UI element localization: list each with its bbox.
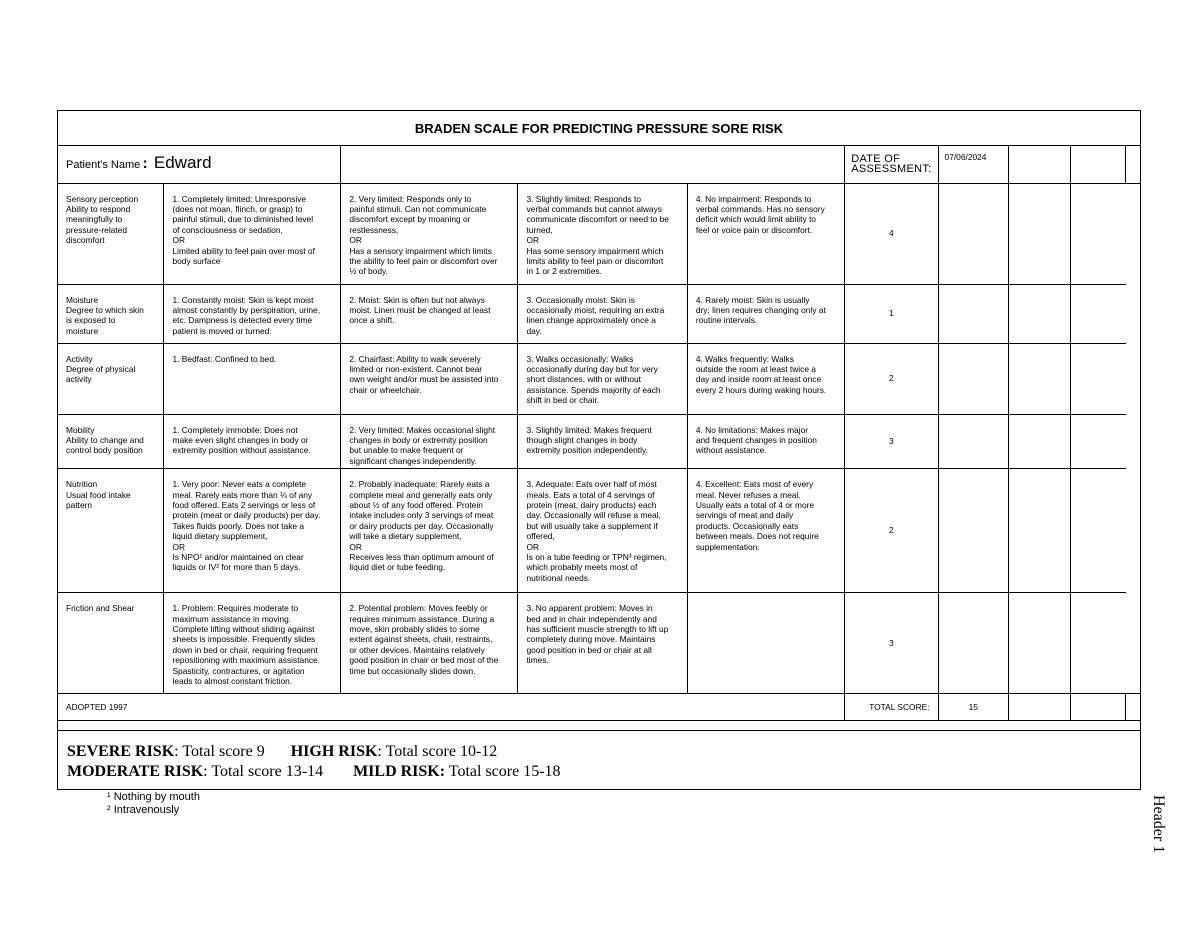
level-description-line: leads to almost constant friction. [172, 675, 293, 686]
level-description-line: completely during move. Maintains [526, 634, 656, 645]
total-extra-2[interactable] [1070, 694, 1125, 721]
level-description-line: products. Occasionally eats [695, 520, 799, 531]
form-title: BRADEN SCALE FOR PREDICTING PRESSURE SORE RISK [58, 111, 1140, 146]
level-description-line: day and inside room at least once [695, 374, 822, 385]
extra-score-cell-3[interactable] [1070, 414, 1125, 469]
assessment-row [58, 469, 1140, 593]
level-description-line: will take a dietary supplement, [349, 531, 462, 542]
category-cell [58, 593, 164, 694]
level-description-line: Usually eats a total of 4 or more [695, 499, 815, 510]
category-title: Moisture [66, 294, 99, 305]
level-description-line: complete meal and generally eats only [349, 489, 493, 500]
level-description-line: or dairy products per day. Occasionally [349, 520, 494, 531]
total-score-value[interactable]: 15 [968, 701, 978, 712]
severe-risk-text: : Total score 9 [174, 743, 265, 760]
category-cell [58, 183, 164, 284]
category-description: meaningfully to [66, 214, 123, 225]
level-description-line: OR [349, 235, 362, 246]
level-description-line: (does not moan, flinch, or grasp) to [172, 203, 303, 214]
level-description-line: moist. Linen must be changed at least [349, 304, 491, 315]
score-value[interactable]: 2 [889, 525, 894, 536]
level-description-line: occasionally during day but for very [526, 363, 658, 374]
category-description: Usual food intake [66, 489, 131, 500]
level-description-line: ½ of body. [349, 266, 388, 277]
level-description-line: 1. Very poor: Never eats a complete [172, 479, 307, 490]
extra-score-cell-1[interactable] [938, 593, 1009, 694]
extra-score-cell-2[interactable] [1009, 284, 1071, 343]
side-header [1141, 795, 1171, 885]
level-description-line: offered, [526, 531, 555, 542]
assessment-row [58, 183, 1140, 284]
level-description-line: routine intervals. [695, 315, 758, 326]
level-3-cell [518, 183, 687, 284]
category-description: discomfort [66, 235, 105, 246]
category-description: pressure-related [66, 224, 127, 235]
level-description-line: extremity position independently. [526, 445, 648, 456]
patient-name-value[interactable]: Edward [153, 153, 212, 173]
level-description-line: verbal commands but cannot always [526, 203, 662, 214]
level-2-cell [341, 469, 518, 593]
level-description-line: liquid dietary supplement, [172, 531, 268, 542]
category-title: Friction and Shear [66, 603, 135, 614]
level-4-cell [687, 414, 844, 469]
mild-risk-text: Total score 15-18 [445, 763, 561, 780]
extra-score-cell-3[interactable] [1070, 343, 1125, 414]
level-description-line: Complete lifting without sliding against [172, 623, 315, 634]
level-description-line: but will usually take a supplement if [526, 520, 658, 531]
category-description: moisture [66, 325, 99, 336]
level-description-line: linen change approximately once a [526, 315, 656, 326]
level-description-line: deficit which would limit ability to [695, 214, 816, 225]
level-description-line: down in bed or chair, requiring frequent [172, 644, 318, 655]
score-cell[interactable] [845, 414, 938, 469]
extra-score-cell-2[interactable] [1009, 414, 1071, 469]
level-description-line: liquids or IV² for more than 5 days. [172, 562, 301, 573]
risk-line-2 [67, 762, 1140, 782]
patient-name-label: Patient's Name [66, 159, 141, 172]
footnotes [107, 791, 200, 817]
level-3-cell [518, 284, 687, 343]
score-cell[interactable] [845, 284, 938, 343]
level-description-line: body surface [172, 255, 221, 266]
level-description-line: 2. Probably inadequate: Rarely eats a [349, 479, 490, 490]
level-description-line: OR [349, 541, 362, 552]
level-description-line: day. [526, 325, 542, 336]
level-description-line: liquid diet or tube feeding. [349, 562, 446, 573]
level-description-line: almost constantly by perspiration, urine, [172, 304, 321, 315]
date-extra-2[interactable] [1070, 146, 1125, 183]
level-description-line: OR [172, 541, 186, 552]
date-label-cell [845, 146, 938, 183]
level-description-line: every 2 hours during waking hours. [695, 384, 827, 395]
score-value[interactable]: 3 [889, 436, 894, 447]
level-description-line: day. Occasionally will refuse a meal, [526, 510, 661, 521]
category-title: Sensory perception [66, 193, 139, 204]
level-description-line: painful stimuli. Can not communicate [349, 203, 487, 214]
level-description-line: extent against sheets, chair, restraints, [349, 634, 493, 645]
level-3-cell [518, 469, 687, 593]
level-description-line: 3. Slightly limited: Makes frequent [526, 424, 652, 435]
level-3-cell [518, 343, 687, 414]
level-description-line: Has a sensory impairment which limits [349, 245, 492, 256]
category-cell [58, 469, 164, 593]
patient-name-blank [341, 146, 845, 183]
level-description-line: outside the room at least twice a [695, 363, 816, 374]
total-score-label: TOTAL SCORE: [869, 701, 930, 712]
level-description-line: time but occasionally slides down. [349, 665, 476, 676]
assessment-row [58, 343, 1140, 414]
patient-name-cell [58, 146, 341, 183]
level-description-line: the ability to feel pain or discomfort over [349, 255, 498, 266]
level-description-line: etc. Dampness is detected every time [172, 315, 313, 326]
level-description-line: or other devices. Maintains relatively [349, 644, 485, 655]
date-extra-3[interactable] [1126, 146, 1141, 183]
patient-name-colon: : [142, 155, 148, 173]
extra-score-cell-1[interactable] [938, 284, 1009, 343]
category-description: is exposed to [66, 315, 116, 326]
category-cell [58, 343, 164, 414]
total-score-label-cell [845, 694, 938, 721]
level-description-line: 3. Walks occasionally: Walks [526, 353, 634, 364]
level-1-cell [164, 593, 341, 694]
level-description-line: 2. Potential problem: Moves feebly or [349, 603, 488, 614]
level-description-line: 2. Very limited: Responds only to [349, 193, 472, 204]
severe-risk-label: SEVERE RISK [67, 743, 175, 760]
level-description-line: limits ability to feel pain or discomfort [526, 255, 664, 266]
level-description-line: in 1 or 2 extremities. [526, 266, 602, 277]
level-description-line: 3. No apparent problem: Moves in [526, 603, 653, 614]
category-description: activity [66, 374, 92, 385]
total-score-value-cell[interactable] [938, 694, 1009, 721]
level-description-line: requires minimum assistance. During a [349, 613, 495, 624]
moderate-risk-label: MODERATE RISK [67, 763, 204, 780]
date-value[interactable]: 07/06/2024 [944, 152, 987, 162]
adopted-label: ADOPTED 1997 [66, 701, 128, 712]
extra-score-cell-3[interactable] [1070, 469, 1125, 593]
level-description-line: which probably meets most of [526, 562, 638, 573]
score-cell[interactable] [845, 183, 938, 284]
category-description: Ability to change and [66, 434, 144, 445]
level-2-cell [341, 343, 518, 414]
level-description-line: good position in bed or chair at all [526, 644, 652, 655]
extra-score-cell-2[interactable] [1009, 593, 1071, 694]
score-value[interactable]: 3 [889, 637, 894, 648]
level-description-line: 2. Chairfast: Ability to walk severely [349, 353, 481, 364]
level-description-line: Receives less than optimum amount of [349, 551, 494, 562]
level-1-cell [164, 469, 341, 593]
level-description-line: food offered. Eats 2 servings or less of [172, 499, 316, 510]
score-cell[interactable] [845, 343, 938, 414]
extra-score-cell-1[interactable] [938, 343, 1009, 414]
risk-legend [58, 730, 1140, 791]
assessment-table [58, 146, 1140, 721]
extra-score-cell-3[interactable] [1070, 183, 1125, 284]
level-description-line: make even slight changes in body or [172, 434, 309, 445]
level-description-line: nutritional needs. [526, 572, 591, 583]
level-description-line: 1. Completely limited: Unresponsive [172, 193, 307, 204]
level-description-line: own weight and/or must be assisted into [349, 374, 499, 385]
assessment-row [58, 593, 1140, 694]
level-2-cell [341, 183, 518, 284]
level-description-line: 1. Constantly moist: Skin is kept moist [172, 294, 314, 305]
level-1-cell [164, 414, 341, 469]
level-1-cell [164, 343, 341, 414]
level-description-line: limited or non-existent. Cannot bear [349, 363, 483, 374]
score-value[interactable]: 4 [889, 228, 894, 239]
level-1-cell [164, 183, 341, 284]
extra-score-cell-1[interactable] [938, 183, 1009, 284]
level-description-line: and frequent changes in position [695, 434, 817, 445]
level-description-line: once a shift. [349, 315, 395, 326]
level-description-line: discomfort except by moaning or [349, 214, 471, 225]
high-risk-label: HIGH RISK [290, 743, 378, 760]
level-description-line: repositioning with maximum assistance. [172, 655, 321, 666]
level-description-line: between meals. Does not require [695, 531, 819, 542]
extra-score-cell-2[interactable] [1009, 343, 1071, 414]
level-description-line: Has some sensory impairment which [526, 245, 664, 256]
level-description-line: but unable to make frequent or [349, 445, 464, 456]
level-description-line: chair or wheelchair. [349, 384, 422, 395]
extra-score-cell-1[interactable] [938, 469, 1009, 593]
mild-risk-label: MILD RISK: [353, 763, 446, 780]
level-description-line: communicate discomfort or need to be [526, 214, 669, 225]
level-description-line: occasionally moist, requiring an extra [526, 304, 665, 315]
level-description-line: OR [526, 235, 540, 246]
score-value[interactable]: 2 [889, 373, 894, 384]
footnote-1: ¹ Nothing by mouth [107, 791, 200, 803]
level-description-line: restlessness, [349, 224, 399, 235]
level-description-line: 1. Problem: Requires moderate to [172, 603, 299, 614]
level-description-line: 2. Moist: Skin is often but not always [349, 294, 485, 305]
risk-line-1 [67, 742, 1140, 762]
level-description-line: 3. Occasionally moist: Skin is [526, 294, 635, 305]
level-3-cell [518, 593, 687, 694]
level-description-line: about ½ of any food offered. Protein [349, 499, 483, 510]
category-title: Nutrition [66, 479, 98, 490]
level-4-cell [687, 469, 844, 593]
level-description-line: Spasticity, contractures, or agitation [172, 665, 305, 676]
level-description-line: 2. Very limited: Makes occasional slight [349, 424, 496, 435]
level-description-line: meal. Rarely eats more than ⅓ of any [172, 489, 313, 500]
total-extra-3[interactable] [1126, 694, 1141, 721]
level-description-line: protein (meat, dairy products) each [526, 499, 657, 510]
level-description-line: Is NPO¹ and/or maintained on clear [172, 551, 304, 562]
level-description-line: good position in chair or bed most of the [349, 655, 499, 666]
level-description-line: painful stimuli, due to diminished level [172, 214, 314, 225]
assessment-row [58, 284, 1140, 343]
level-description-line: 4. Rarely moist: Skin is usually [695, 294, 810, 305]
level-description-line: bed and in chair independently and [526, 613, 657, 624]
category-cell [58, 414, 164, 469]
level-description-line: supplementation. [695, 541, 760, 552]
category-cell [58, 284, 164, 343]
level-description-line: OR [526, 541, 540, 552]
level-description-line: assistance. Spends majority of each [526, 384, 661, 395]
level-description-line: verbal commands. Has no sensory [695, 203, 825, 214]
level-description-line: though slight changes in body [526, 434, 638, 445]
extra-score-cell-1[interactable] [938, 414, 1009, 469]
level-description-line: turned, [526, 224, 553, 235]
level-description-line: shift in bed or chair. [526, 395, 600, 406]
date-label: DATE OF ASSESSMENT: [851, 152, 932, 176]
level-2-cell [341, 593, 518, 694]
moderate-risk-text: : Total score 13-14 [203, 763, 324, 780]
category-description: control body position [66, 445, 143, 456]
category-description: pattern [66, 499, 93, 510]
level-description-line: intake includes only 3 servings of meat [349, 510, 494, 521]
score-cell[interactable] [845, 469, 938, 593]
category-title: Mobility [66, 424, 95, 435]
level-description-line: without assistance. [695, 445, 767, 456]
level-description-line: has sufficient muscle strength to lift up [526, 623, 669, 634]
level-description-line: Limited ability to feel pain over most of [172, 245, 315, 256]
date-extra-1[interactable] [1009, 146, 1071, 183]
level-description-line: maximum assistance in moving. [172, 613, 292, 624]
level-description-line: 3. Adequate: Eats over half of most [526, 479, 657, 490]
level-description-line: protein (meat or daily products) per day. [172, 510, 321, 521]
level-description-line: times. [526, 655, 549, 666]
level-4-cell [687, 343, 844, 414]
level-description-line: dry; linen requires changing only at [695, 304, 826, 315]
level-description-line: 4. No limitations: Makes major [695, 424, 809, 435]
level-description-line: 3. Slightly limited: Responds to [526, 193, 641, 204]
level-4-cell [687, 284, 844, 343]
level-1-cell [164, 284, 341, 343]
level-description-line: short distances, with or without [526, 374, 641, 385]
level-description-line: meals. Eats a total of 4 servings of [526, 489, 655, 500]
category-title: Activity [66, 353, 93, 364]
level-description-line: patient is moved or turned. [172, 325, 272, 336]
extra-score-cell-3[interactable] [1070, 593, 1125, 694]
extra-score-cell-2[interactable] [1009, 469, 1071, 593]
level-description-line: extremity position without assistance. [172, 445, 311, 456]
level-4-cell [687, 183, 844, 284]
level-2-cell [341, 414, 518, 469]
level-description-line: significant changes independently. [349, 455, 477, 466]
level-description-line: move, skin probably slides to some [349, 623, 480, 634]
assessment-row [58, 414, 1140, 469]
braden-scale-form [57, 110, 1141, 790]
level-description-line: meal. Never refuses a meal. [695, 489, 801, 500]
level-description-line: 1. Completely immobile: Does not [172, 424, 298, 435]
level-description-line: servings of meat and daily [695, 510, 794, 521]
footnote-2: ² Intravenously [107, 804, 180, 816]
high-risk-text: : Total score 10-12 [377, 743, 498, 760]
level-4-cell [687, 593, 844, 694]
level-description-line: 4. Excellent: Eats most of every [695, 479, 814, 490]
category-description: Degree of physical [66, 363, 136, 374]
score-cell[interactable] [845, 593, 938, 694]
category-description: Ability to respond [66, 203, 131, 214]
adopted-cell [58, 694, 845, 721]
extra-score-cell-3[interactable] [1070, 284, 1125, 343]
level-description-line: 1. Bedfast: Confined to bed. [172, 353, 277, 364]
total-extra-1[interactable] [1009, 694, 1071, 721]
level-description-line: of consciousness or sedation, [172, 224, 283, 235]
level-description-line: Takes fluids poorly. Does not take a [172, 520, 305, 531]
level-description-line: feel or voice pain or discomfort. [695, 224, 813, 235]
date-value-cell[interactable] [938, 146, 1009, 183]
level-description-line: 4. Walks frequently: Walks [695, 353, 794, 364]
side-header-text: Header 1 [1150, 795, 1167, 854]
extra-score-cell-2[interactable] [1009, 183, 1071, 284]
level-2-cell [341, 284, 518, 343]
level-description-line: changes in body or extremity position [349, 434, 488, 445]
level-description-line: Is on a tube feeding or TPN³ regimen, [526, 551, 667, 562]
category-description: Degree to which skin [66, 304, 144, 315]
level-description-line: 4. No impairment: Responds to [695, 193, 812, 204]
level-description-line: sheets is impossible. Frequently slides [172, 634, 316, 645]
level-description-line: OR [172, 235, 186, 246]
level-3-cell [518, 414, 687, 469]
score-value[interactable]: 1 [889, 308, 894, 319]
